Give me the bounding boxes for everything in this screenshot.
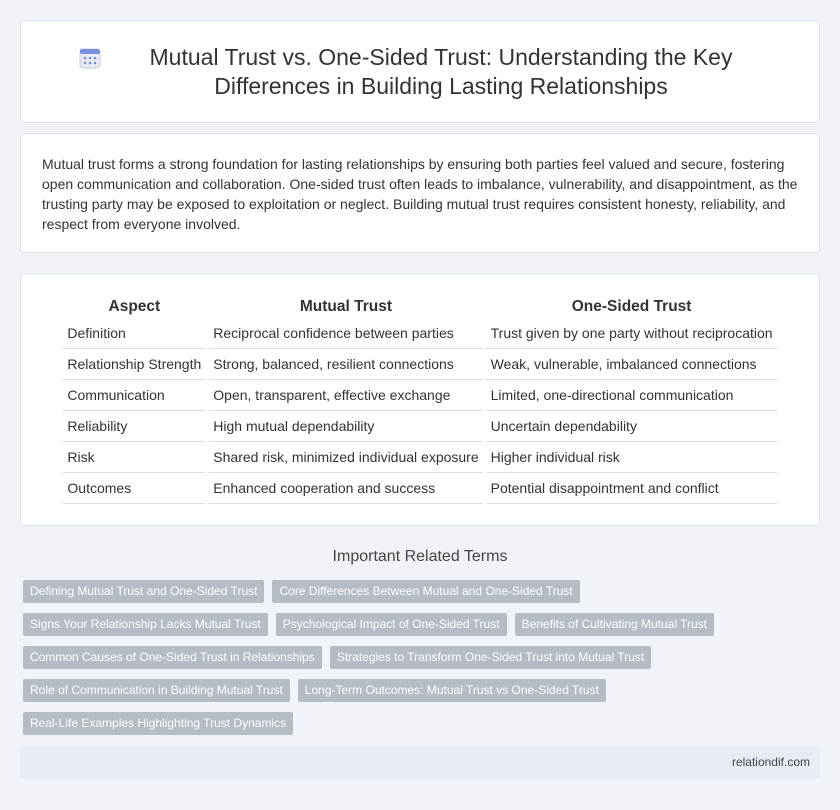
table-cell: Reciprocal confidence between parties	[209, 318, 482, 349]
table-cell: Higher individual risk	[487, 442, 777, 473]
related-term-tag[interactable]: Long-Term Outcomes: Mutual Trust vs One-Sided Trust	[298, 679, 606, 702]
table-cell: Outcomes	[63, 473, 205, 504]
table-row	[63, 442, 776, 473]
table-cell: Trust given by one party without reciprocation	[487, 318, 777, 349]
intro-paragraph: Mutual trust forms a strong foundation for lasting relationships by ensuring both parties feel valued and secure, fostering open communication and collaboration. One-sided trust often leads to imbalance, vulnerability, and disappointment, as the trusting party may be exposed to exploitation or neglect. Building mutual trust requires consistent honesty, reliability, and respect from everyone involved.	[42, 156, 798, 232]
intro-card	[20, 133, 820, 253]
table-cell: Risk	[63, 442, 205, 473]
table-cell: High mutual dependability	[209, 411, 482, 442]
related-term-tag[interactable]: Signs Your Relationship Lacks Mutual Trust	[23, 613, 268, 636]
page-title: Mutual Trust vs. One-Sided Trust: Understanding the Key Differences in Building Lasting Relationships	[149, 43, 733, 99]
table-cell: Relationship Strength	[63, 349, 205, 380]
related-term-tag[interactable]: Strategies to Transform One-Sided Trust into Mutual Trust	[330, 646, 651, 669]
table-cell: Definition	[63, 318, 205, 349]
related-term-tag[interactable]: Defining Mutual Trust and One-Sided Trust	[23, 580, 264, 603]
related-term-tag[interactable]: Core Differences Between Mutual and One-Sided Trust	[272, 580, 579, 603]
related-term-tag[interactable]: Role of Communication in Building Mutual Trust	[23, 679, 290, 702]
footer	[20, 746, 820, 779]
footer-site-link[interactable]: relationdif.com	[731, 755, 810, 769]
table-header-row	[63, 294, 776, 318]
table-cell: Enhanced cooperation and success	[209, 473, 482, 504]
related-term-tag[interactable]: Psychological Impact of One-Sided Trust	[276, 613, 507, 636]
table-row	[63, 380, 776, 411]
column-header-mutual-trust: Mutual Trust	[299, 298, 393, 315]
header-card	[20, 20, 820, 123]
comparison-card	[20, 273, 820, 526]
table-row	[63, 318, 776, 349]
table-cell: Uncertain dependability	[487, 411, 777, 442]
table-cell: Communication	[63, 380, 205, 411]
table-cell: Limited, one-directional communication	[487, 380, 777, 411]
related-terms-heading: Important Related Terms	[332, 548, 508, 565]
related-term-tag[interactable]: Benefits of Cultivating Mutual Trust	[515, 613, 714, 636]
related-terms-list	[23, 580, 803, 735]
column-header-one-sided-trust: One-Sided Trust	[571, 298, 692, 315]
related-term-tag[interactable]: Common Causes of One-Sided Trust in Relationships	[23, 646, 322, 669]
column-header-aspect: Aspect	[108, 298, 161, 315]
comparison-table	[59, 294, 780, 504]
related-term-tag[interactable]: Real-Life Examples Highlighting Trust Dynamics	[23, 712, 293, 735]
calendar-icon	[79, 47, 101, 69]
table-cell: Open, transparent, effective exchange	[209, 380, 482, 411]
table-row	[63, 473, 776, 504]
table-row	[63, 411, 776, 442]
table-cell: Shared risk, minimized individual exposure	[209, 442, 482, 473]
table-cell: Potential disappointment and conflict	[487, 473, 777, 504]
table-row	[63, 349, 776, 380]
table-cell: Weak, vulnerable, imbalanced connections	[487, 349, 777, 380]
table-cell: Reliability	[63, 411, 205, 442]
table-cell: Strong, balanced, resilient connections	[209, 349, 482, 380]
